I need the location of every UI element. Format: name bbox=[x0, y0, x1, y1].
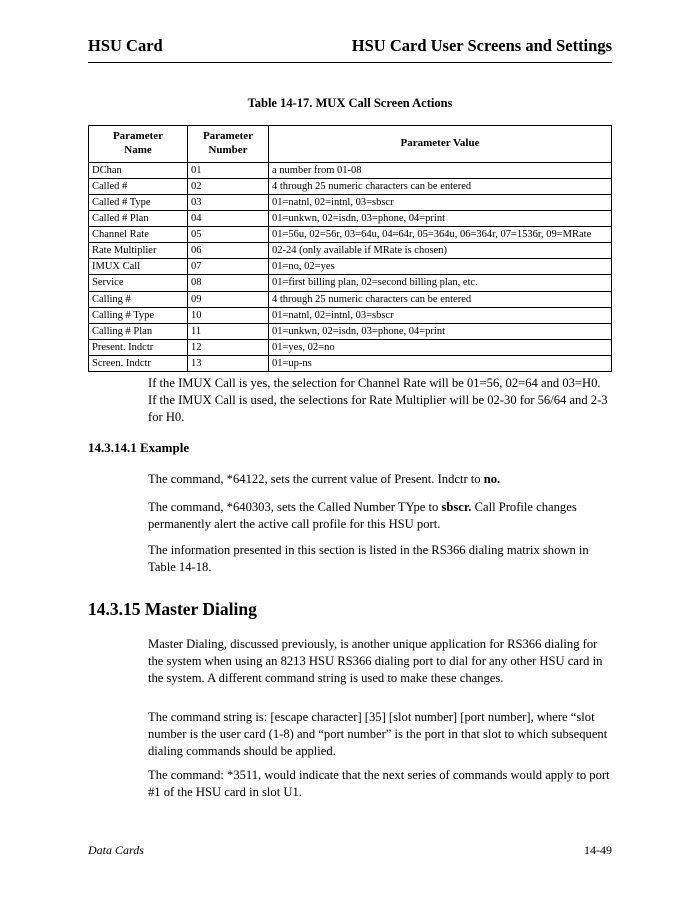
column-header-parameter-name-line1: Parameter bbox=[112, 130, 164, 142]
example-paragraph-2-text-post: Call Profile changes permanently alert the active call profile for this HSU port. bbox=[148, 500, 577, 531]
master-dialing-paragraph-2: The command string is: [escape character] [35] [slot number] [port number], where “slot number is the user card (1-8) and “port number” is the port in that slot to which subsequent dialing commands should be applied. bbox=[148, 710, 608, 758]
cell-parameter-value: 4 through 25 numeric characters can be entered bbox=[269, 178, 612, 194]
header-left-title: HSU Card bbox=[88, 36, 163, 55]
column-header-parameter-value: Parameter Value bbox=[269, 126, 612, 163]
table-row bbox=[89, 227, 612, 243]
table-row bbox=[89, 356, 612, 372]
cell-parameter-name: Called # Type bbox=[89, 194, 188, 210]
table-row bbox=[89, 307, 612, 323]
cell-parameter-value: 01=natnl, 02=intnl, 03=sbscr bbox=[269, 307, 612, 323]
cell-parameter-value: 01=first billing plan, 02=second billing plan, etc. bbox=[269, 275, 612, 291]
example-paragraph-1 bbox=[148, 471, 612, 488]
column-header-parameter-name-line2: Name bbox=[124, 143, 152, 156]
cell-parameter-value: 01=natnl, 02=intnl, 03=sbscr bbox=[269, 194, 612, 210]
master-dialing-paragraph-1: Master Dialing, discussed previously, is another unique application for RS366 dialing for the system when using an 8213 HSU RS366 dialing port to dial for any other HSU card in the system. A different command string is used to make these changes. bbox=[148, 637, 603, 685]
example-paragraph-1-text: The command, *64122, sets the current value of Present. Indctr to bbox=[148, 472, 484, 486]
footer-page-number: 14-49 bbox=[584, 843, 612, 857]
table-row bbox=[89, 178, 612, 194]
example-paragraph-3: The information presented in this section is listed in the RS366 dialing matrix shown in Table 14-18. bbox=[148, 543, 589, 574]
cell-parameter-value: 01=unkwn, 02=isdn, 03=phone, 04=print bbox=[269, 323, 612, 339]
cell-parameter-value: 01=yes, 02=no bbox=[269, 339, 612, 355]
table-header-row bbox=[89, 126, 612, 163]
master-dialing-paragraph-3: The command: *3511, would indicate that the next series of commands would apply to port #1 of the HSU card in slot U1. bbox=[148, 768, 610, 799]
table-row bbox=[89, 291, 612, 307]
cell-parameter-number: 02 bbox=[188, 178, 269, 194]
cell-parameter-number: 10 bbox=[188, 307, 269, 323]
cell-parameter-value: 01=56u, 02=56r, 03=64u, 04=64r, 05=364u, 06=364r, 07=1536r, 09=MRate bbox=[269, 227, 612, 243]
cell-parameter-value: 01=unkwn, 02=isdn, 03=phone, 04=print bbox=[269, 210, 612, 226]
cell-parameter-number: 08 bbox=[188, 275, 269, 291]
example-paragraph-1-emphasis: no. bbox=[483, 472, 501, 486]
cell-parameter-number: 04 bbox=[188, 210, 269, 226]
cell-parameter-number: 01 bbox=[188, 162, 269, 178]
cell-parameter-number: 05 bbox=[188, 227, 269, 243]
example-paragraph-2-text-pre: The command, *640303, sets the Called Number TYpe to bbox=[148, 500, 442, 514]
cell-parameter-name: DChan bbox=[89, 162, 188, 178]
cell-parameter-value: 4 through 25 numeric characters can be entered bbox=[269, 291, 612, 307]
cell-parameter-value: 01=no, 02=yes bbox=[269, 259, 612, 275]
cell-parameter-number: 07 bbox=[188, 259, 269, 275]
example-heading: 14.3.14.1 Example bbox=[88, 440, 190, 455]
cell-parameter-number: 11 bbox=[188, 323, 269, 339]
table-row bbox=[89, 339, 612, 355]
column-header-parameter-number-line2: Number bbox=[208, 143, 248, 156]
column-header-parameter-number-line1: Parameter bbox=[202, 130, 254, 142]
table-header bbox=[89, 126, 612, 163]
table-body bbox=[89, 162, 612, 372]
cell-parameter-name: Service bbox=[89, 275, 188, 291]
cell-parameter-name: Screen. Indctr bbox=[89, 356, 188, 372]
page-header bbox=[88, 36, 612, 56]
header-divider bbox=[88, 62, 612, 63]
cell-parameter-value: a number from 01-08 bbox=[269, 162, 612, 178]
table-row bbox=[89, 323, 612, 339]
cell-parameter-name: IMUX Call bbox=[89, 259, 188, 275]
footer-left-label: Data Cards bbox=[88, 843, 144, 857]
cell-parameter-name: Present. Indctr bbox=[89, 339, 188, 355]
table-row bbox=[89, 162, 612, 178]
cell-parameter-number: 12 bbox=[188, 339, 269, 355]
header-right-title: HSU Card User Screens and Settings bbox=[351, 36, 612, 55]
cell-parameter-name: Calling # bbox=[89, 291, 188, 307]
cell-parameter-number: 13 bbox=[188, 356, 269, 372]
cell-parameter-name: Called # Plan bbox=[89, 210, 188, 226]
cell-parameter-name: Calling # Type bbox=[89, 307, 188, 323]
example-paragraph-2 bbox=[148, 499, 612, 533]
paragraph-after-table: If the IMUX Call is yes, the selection for Channel Rate will be 01=56, 02=64 and 03=H0. If the IMUX Call is used, the selections for Rate Multiplier will be 02-30 for 56/64 and 2-3 for H0. bbox=[148, 376, 608, 424]
example-paragraph-2-emphasis: sbscr. bbox=[441, 500, 472, 514]
table-row bbox=[89, 259, 612, 275]
cell-parameter-number: 09 bbox=[188, 291, 269, 307]
mux-call-screen-actions-table bbox=[88, 125, 612, 372]
cell-parameter-name: Rate Multiplier bbox=[89, 243, 188, 259]
table-row bbox=[89, 275, 612, 291]
table-row bbox=[89, 243, 612, 259]
cell-parameter-value: 02-24 (only available if MRate is chosen) bbox=[269, 243, 612, 259]
cell-parameter-name: Channel Rate bbox=[89, 227, 188, 243]
cell-parameter-number: 06 bbox=[188, 243, 269, 259]
table-row bbox=[89, 210, 612, 226]
table-row bbox=[89, 194, 612, 210]
cell-parameter-value: 01=up-ns bbox=[269, 356, 612, 372]
column-header-parameter-number bbox=[188, 126, 269, 163]
cell-parameter-number: 03 bbox=[188, 194, 269, 210]
cell-parameter-name: Calling # Plan bbox=[89, 323, 188, 339]
column-header-parameter-name bbox=[89, 126, 188, 163]
section-heading-master-dialing: 14.3.15 Master Dialing bbox=[88, 599, 257, 619]
cell-parameter-name: Called # bbox=[89, 178, 188, 194]
table-caption: Table 14-17. MUX Call Screen Actions bbox=[247, 96, 453, 110]
